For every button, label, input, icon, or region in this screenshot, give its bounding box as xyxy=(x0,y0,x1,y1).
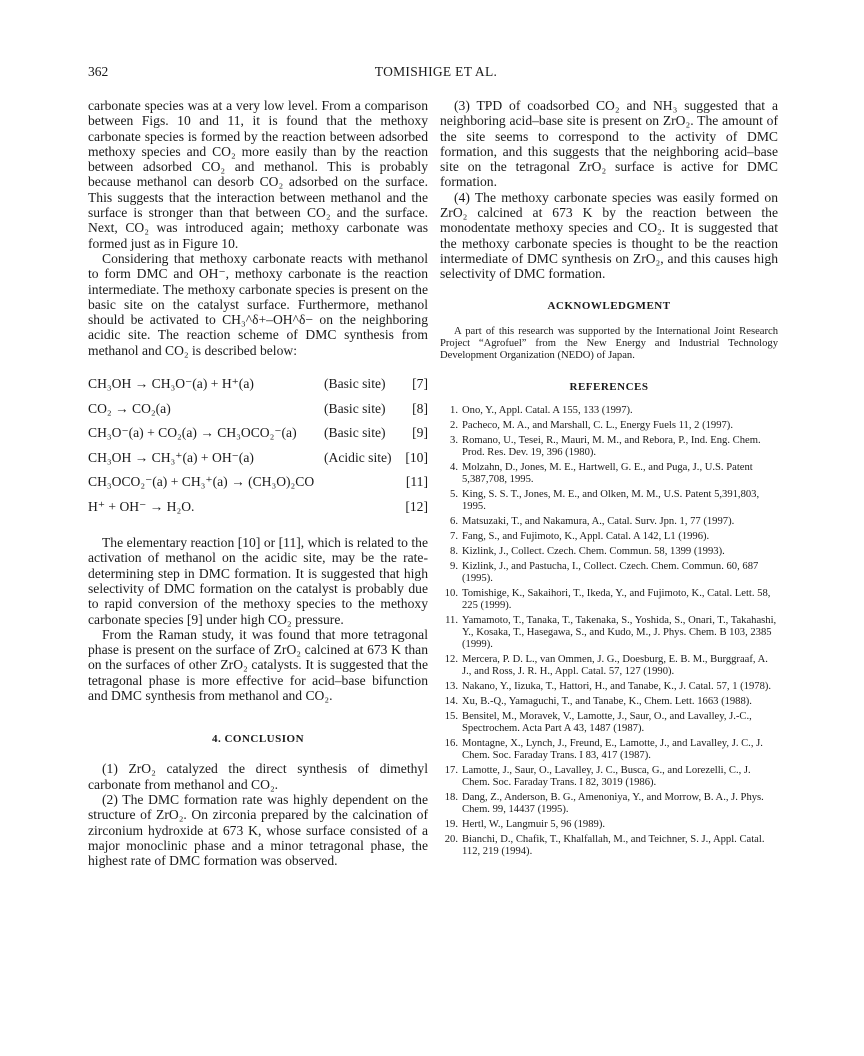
reference-item xyxy=(440,561,778,585)
equation xyxy=(88,495,428,520)
equation-number: [11] xyxy=(405,474,428,490)
reference-item xyxy=(440,681,778,693)
reference-item xyxy=(440,462,778,486)
reference-number: 20. xyxy=(444,834,458,846)
conclusion-item: (2) The DMC formation rate was highly dependent on the structure of ZrO₂. On zirconia prepared by the calcination of zirconium hydroxide at 673 K, whose surface consisted of a major monoclinic phase and a minor tetragonal phase, the highest rate of DMC formation was observed. xyxy=(88,791,428,869)
reference-item xyxy=(440,516,778,528)
acknowledgment-text: A part of this research was supported by the International Joint Research Project “Agrofuel” from the New Energy and Industrial Technology Development Organization (NEDO) of Japan. xyxy=(440,325,778,362)
equation-number: [7] xyxy=(412,376,428,392)
equation-formula: CO₂ → CO₂(a) xyxy=(88,400,171,416)
reference-number: 13. xyxy=(444,681,458,693)
reference-number: 7. xyxy=(450,531,458,543)
page-number: 362 xyxy=(88,64,109,79)
reference-number: 10. xyxy=(444,588,458,600)
equation-site: (Acidic site) xyxy=(324,449,392,465)
running-head: TOMISHIGE ET AL. xyxy=(374,64,498,79)
equation-number: [12] xyxy=(405,498,428,514)
reference-number: 19. xyxy=(444,819,458,831)
equation-formula: CH₃OCO₂⁻(a) + CH₃⁺(a) → (CH₃O)₂CO xyxy=(88,474,315,490)
reference-text: Matsuzaki, T., and Nakamura, A., Catal. Surv. Jpn. 1, 77 (1997). xyxy=(462,515,735,527)
reference-number: 2. xyxy=(450,419,458,431)
page-header xyxy=(88,64,784,84)
reference-item xyxy=(440,834,778,858)
reference-number: 3. xyxy=(450,434,458,446)
equation-number: [9] xyxy=(412,425,428,441)
reference-text: Kizlink, J., Collect. Czech. Chem. Commun. 58, 1399 (1993). xyxy=(462,546,725,558)
equation-formula: CH₃OH → CH₃O⁻(a) + H⁺(a) xyxy=(88,376,254,392)
reference-item xyxy=(440,405,778,417)
reference-item xyxy=(440,765,778,789)
reference-number: 4. xyxy=(450,461,458,473)
reference-text: Lamotte, J., Saur, O., Lavalley, J. C., Busca, G., and Lorezelli, C., J. Chem. Soc. Faraday Trans. I 82, 3019 (1986). xyxy=(462,765,751,789)
reference-item xyxy=(440,696,778,708)
reference-item xyxy=(440,792,778,816)
reference-text: Tomishige, K., Sakaihori, T., Ikeda, Y., and Fujimoto, K., Catal. Lett. 58, 225 (1999). xyxy=(462,588,771,612)
equation xyxy=(88,421,428,446)
reference-text: Kizlink, J., and Pastucha, I., Collect. Czech. Chem. Commun. 60, 687 (1995). xyxy=(462,561,759,585)
reference-number: 14. xyxy=(444,696,458,708)
reference-number: 12. xyxy=(444,654,458,666)
reference-text: Molzahn, D., Jones, M. E., Hartwell, G. E., and Puga, J., U.S. Patent 5,387,708, 1995. xyxy=(462,461,753,485)
reaction-scheme xyxy=(88,372,428,519)
reference-number: 17. xyxy=(444,765,458,777)
reference-item xyxy=(440,654,778,678)
paragraph: carbonate species was at a very low level. From a comparison between Figs. 10 and 11, it is found that the methoxy carbonate species is formed by the reaction between adsorbed methoxy species and CO₂ more easily than by the reaction between adsorbed CO₂ and methanol. This is probably because methanol can desorb CO₂ adsorbed on the surface. This suggests that the interaction between methanol and the surface is stronger than that between CO₂ and the surface. Next, CO₂ was introduced again; methoxy carbonate was formed just as in Figure 10. xyxy=(88,98,428,251)
reference-number: 5. xyxy=(450,488,458,500)
paragraph: Considering that methoxy carbonate reacts with methanol to form DMC and OH⁻, methoxy carbonate is the reaction intermediate. The methoxy carbonate species is present on the basic site on the catalyst surface. Furthermore, methanol should be activated to CH₃^δ+–OH^δ− on the neighboring acidic site. The reaction scheme of DMC synthesis from methanol and CO₂ is described below: xyxy=(88,250,428,358)
reference-item xyxy=(440,711,778,735)
reference-text: Dang, Z., Anderson, B. G., Amenoniya, Y., and Morrow, B. A., J. Phys. Chem. 99, 14437 (1995). xyxy=(462,792,764,816)
equation xyxy=(88,397,428,422)
reference-item xyxy=(440,615,778,651)
equation-number: [8] xyxy=(412,400,428,416)
reference-number: 15. xyxy=(444,711,458,723)
equation-site: (Basic site) xyxy=(324,376,386,392)
left-column xyxy=(88,98,428,868)
reference-number: 8. xyxy=(450,546,458,558)
equation xyxy=(88,372,428,397)
reference-item xyxy=(440,489,778,513)
right-column xyxy=(440,98,778,861)
conclusion-item: (1) ZrO₂ catalyzed the direct synthesis of dimethyl carbonate from methanol and CO₂. xyxy=(88,761,428,792)
reference-item xyxy=(440,420,778,432)
reference-text: Montagne, X., Lynch, J., Freund, E., Lamotte, J., and Lavalley, J. C., J. Chem. Soc. Faraday Trans. I 83, 417 (1987). xyxy=(462,738,763,762)
conclusion-item: (3) TPD of coadsorbed CO₂ and NH₃ suggested that a neighboring acid–base site is present on ZrO₂. The amount of the site seems to correspond to the activity of DMC formation, and this suggests that the neighboring acid–base site on the tetragonal ZrO₂ surface is active for DMC formation. xyxy=(440,98,778,190)
acknowledgment-heading: ACKNOWLEDGMENT xyxy=(547,299,671,312)
reference-number: 1. xyxy=(450,404,458,416)
reference-text: Yamamoto, T., Tanaka, T., Takenaka, S., Yoshida, S., Onari, T., Takahashi, Y., Kosaka, T., Hasegawa, S., and Kudo, M., J. Phys. Chem. B 103, 2385 (1999). xyxy=(462,615,777,651)
reference-text: Romano, U., Tesei, R., Mauri, M. M., and Rebora, P., Ind. Eng. Chem. Prod. Res. Dev. 19, 396 (1980). xyxy=(462,434,761,458)
equation-site: (Basic site) xyxy=(324,400,386,416)
paragraph: The elementary reaction [10] or [11], which is related to the activation of methanol on the acidic site, may be the rate-determining step in DMC formation. It is suggested that high selectivity of DMC formation on the catalyst is probably due to rapid conversion of the methoxy species to the methoxy carbonate species [9] under high CO₂ pressure. xyxy=(88,535,428,627)
reference-text: Bensitel, M., Moravek, V., Lamotte, J., Saur, O., and Lavalley, J.-C., Spectrochem. Acta Part A 43, 1487 (1987). xyxy=(462,711,752,735)
reference-item xyxy=(440,738,778,762)
reference-item xyxy=(440,435,778,459)
reference-text: Mercera, P. D. L., van Ommen, J. G., Doesburg, E. B. M., Burggraaf, A. J., and Ross, J. R. H., Appl. Catal. 57, 127 (1990). xyxy=(462,654,768,678)
equation-formula: H⁺ + OH⁻ → H₂O. xyxy=(88,498,195,514)
reference-text: Pacheco, M. A., and Marshall, C. L., Energy Fuels 11, 2 (1997). xyxy=(462,419,733,431)
reference-number: 16. xyxy=(444,738,458,750)
references-heading: REFERENCES xyxy=(569,380,649,393)
equation-number: [10] xyxy=(405,449,428,465)
paragraph: From the Raman study, it was found that more tetragonal phase is present on the surface of ZrO₂ calcined at 673 K than on the surfaces of other ZrO₂ catalysts. It is suggested that the tetragonal phase is more effective for acid–base bifunction and DMC synthesis from methanol and CO₂. xyxy=(88,626,428,704)
reference-text: King, S. S. T., Jones, M. E., and Olken, M. M., U.S. Patent 5,391,803, 1995. xyxy=(462,488,760,512)
reference-number: 6. xyxy=(450,515,458,527)
reference-number: 18. xyxy=(444,792,458,804)
equation-formula: CH₃OH → CH₃⁺(a) + OH⁻(a) xyxy=(88,449,254,465)
conclusion-heading: 4. CONCLUSION xyxy=(211,733,305,746)
reference-text: Xu, B.-Q., Yamaguchi, T., and Tanabe, K., Chem. Lett. 1663 (1988). xyxy=(462,696,752,708)
conclusion-item: (4) The methoxy carbonate species was easily formed on ZrO₂ calcined at 673 K by the reaction between the monodentate methoxy species and CO₂. It is suggested that the methoxy carbonate species is thought to be the reaction intermediate of DMC synthesis on ZrO₂, and this causes high selectivity of DMC formation. xyxy=(440,189,778,282)
equation-site: (Basic site) xyxy=(324,425,386,441)
equation-formula: CH₃O⁻(a) + CO₂(a) → CH₃OCO₂⁻(a) xyxy=(88,425,297,441)
reference-item xyxy=(440,531,778,543)
reference-text: Nakano, Y., Iizuka, T., Hattori, H., and Tanabe, K., J. Catal. 57, 1 (1978). xyxy=(462,681,772,693)
equation xyxy=(88,446,428,471)
reference-item xyxy=(440,546,778,558)
equation xyxy=(88,470,428,495)
reference-number: 9. xyxy=(450,561,458,573)
reference-text: Ono, Y., Appl. Catal. A 155, 133 (1997). xyxy=(462,404,633,416)
reference-list xyxy=(440,405,778,858)
reference-text: Bianchi, D., Chafik, T., Khalfallah, M., and Teichner, S. J., Appl. Catal. 112, 219 (1994). xyxy=(462,834,765,858)
reference-item xyxy=(440,819,778,831)
reference-item xyxy=(440,588,778,612)
reference-text: Fang, S., and Fujimoto, K., Appl. Catal. A 142, L1 (1996). xyxy=(462,531,710,543)
reference-number: 11. xyxy=(445,615,458,627)
reference-text: Hertl, W., Langmuir 5, 96 (1989). xyxy=(462,819,605,831)
